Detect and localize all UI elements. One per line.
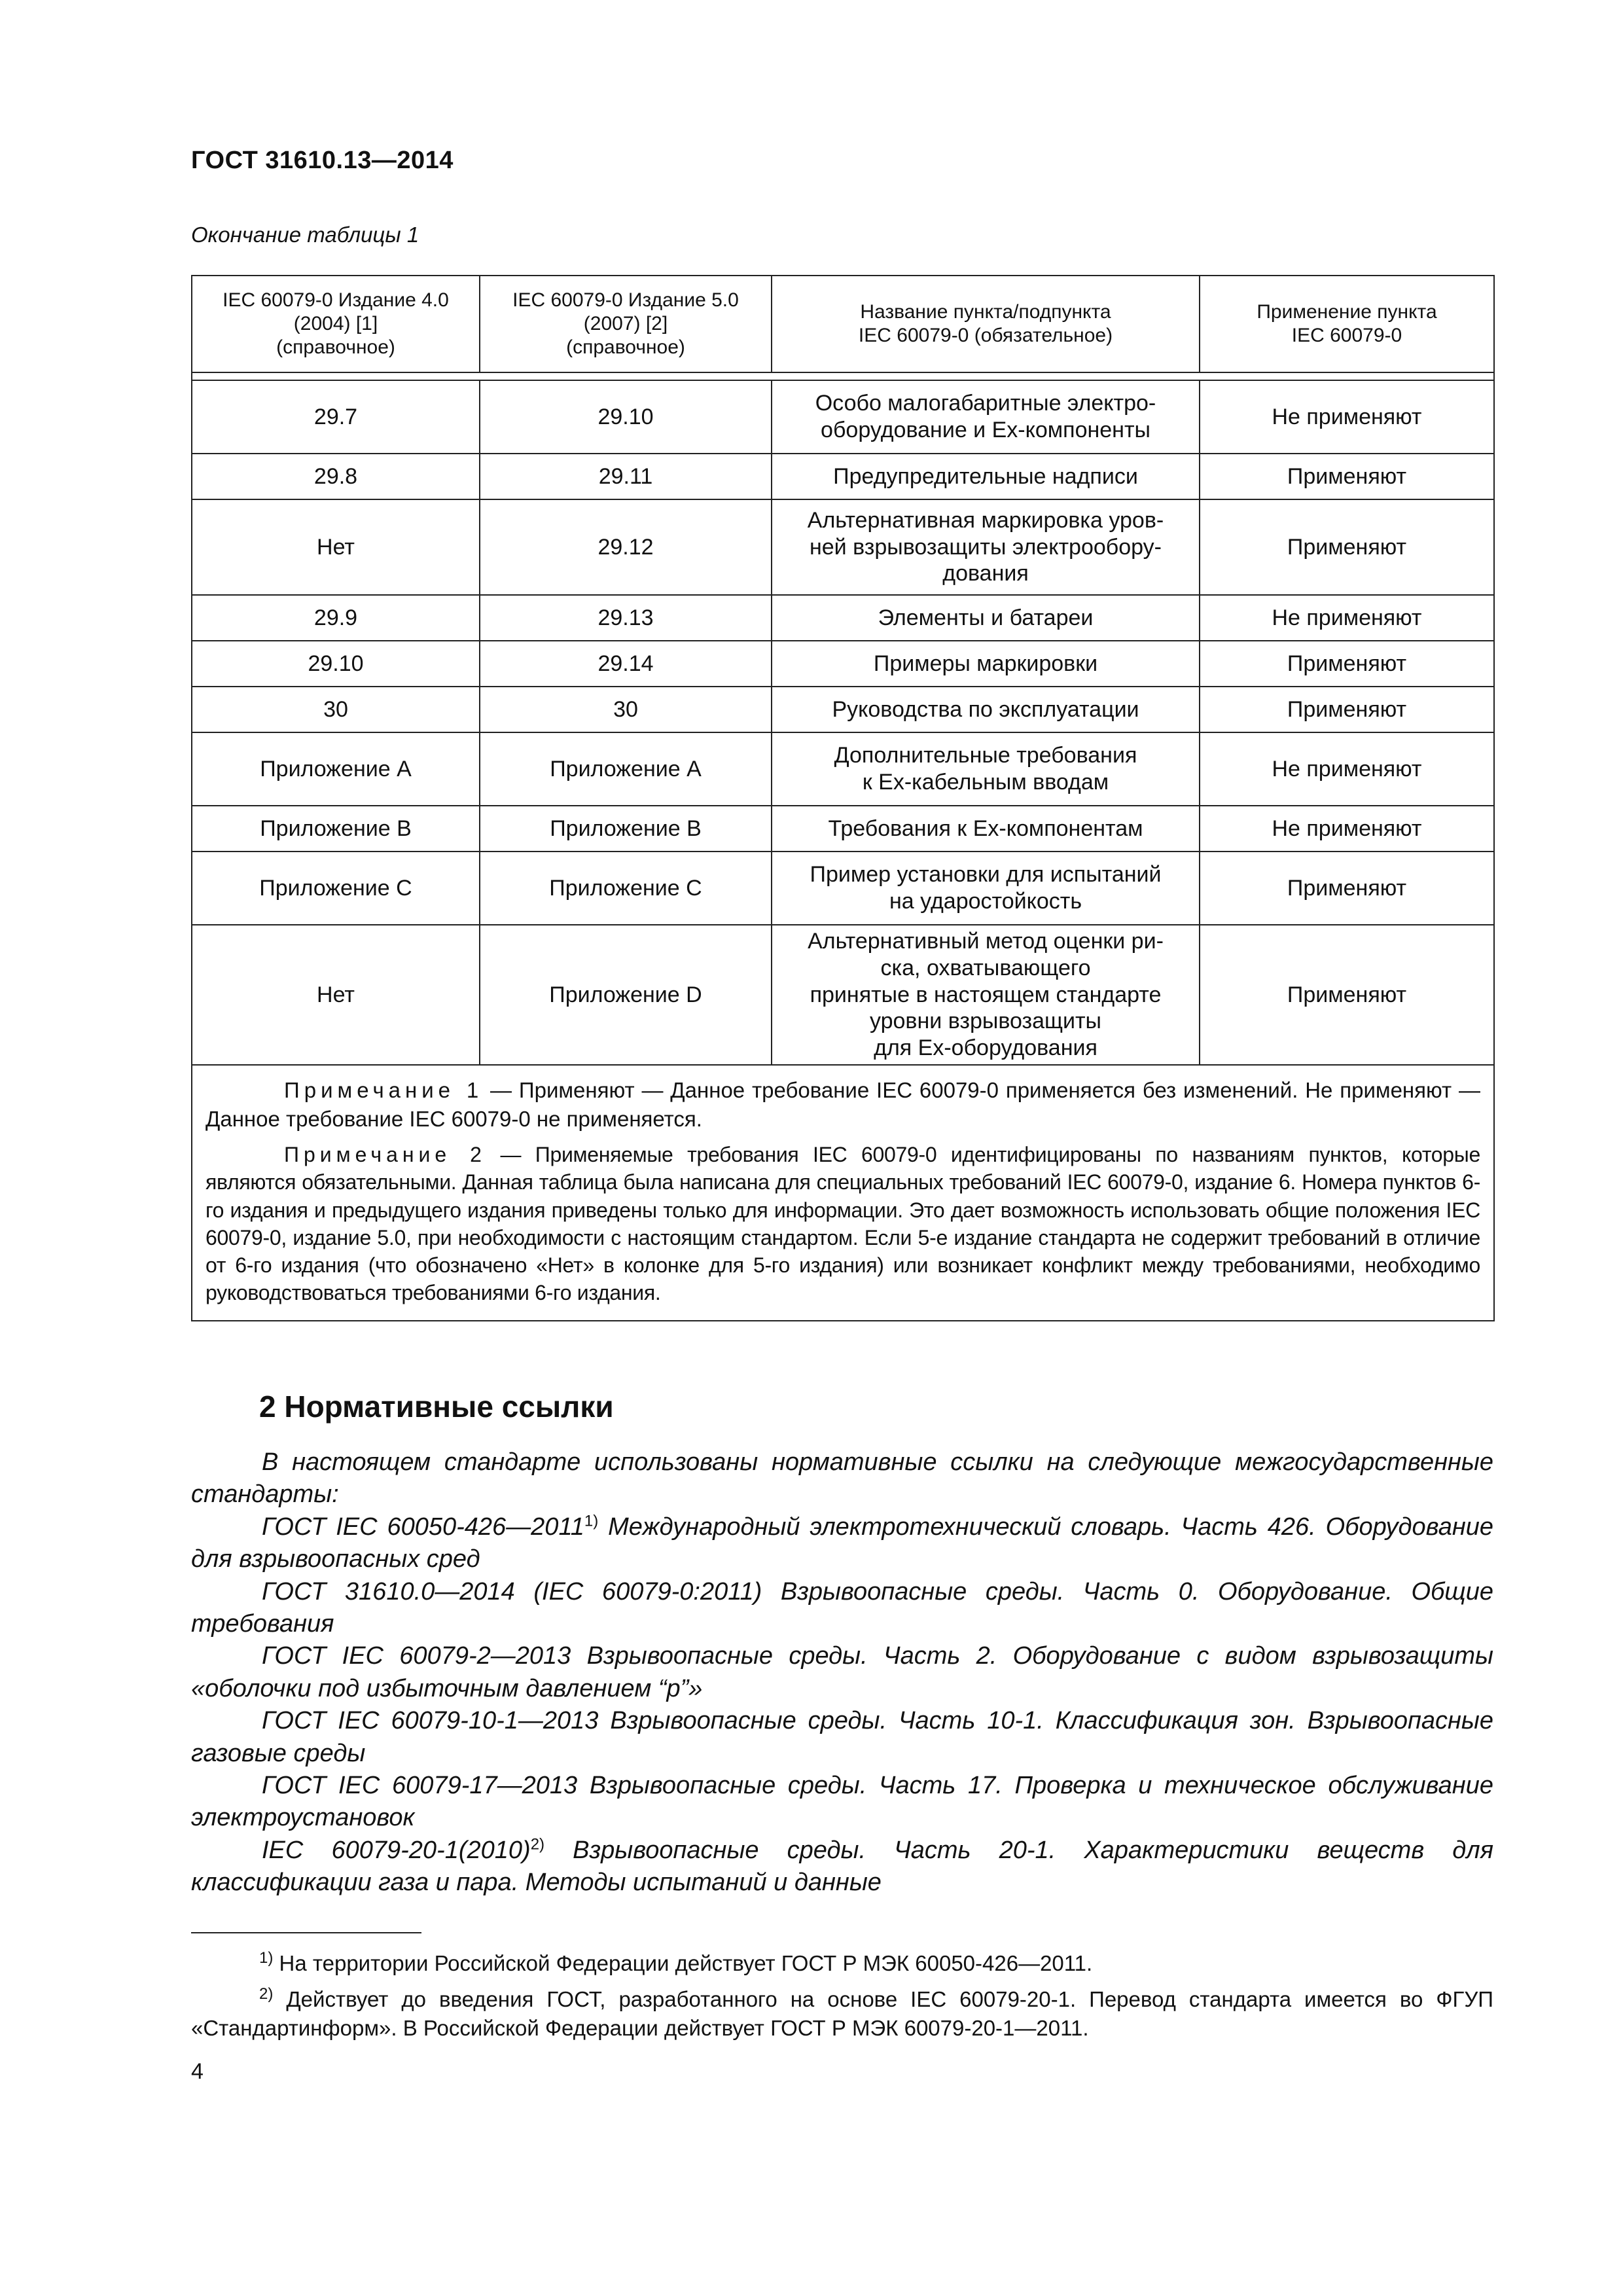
reference-title: Взрывоопасные среды. Часть 0. Оборудование. Общие требования bbox=[191, 1577, 1494, 1638]
cell-clause-name: Дополнительные требования к Ex-кабельным вводам bbox=[772, 732, 1200, 806]
header-divider bbox=[192, 372, 1494, 380]
reference-table bbox=[191, 275, 1495, 1321]
reference-title: Взрывоопасные среды. Часть 17. Проверка и техническое обслуживание электроустановок bbox=[191, 1771, 1493, 1832]
section-heading: 2 Нормативные ссылки bbox=[259, 1390, 614, 1424]
footnote-mark: 1) bbox=[259, 1949, 274, 1967]
cell-clause-name: Руководства по эксплуатации bbox=[772, 687, 1200, 732]
table-body bbox=[192, 380, 1494, 1065]
cell-edition4: Приложение A bbox=[192, 732, 480, 806]
table-caption: Окончание таблицы 1 bbox=[191, 223, 419, 247]
cell-clause-name: Элементы и батареи bbox=[772, 595, 1200, 641]
cell-edition4: 29.9 bbox=[192, 595, 480, 641]
reference-title: Международный электротехнический словарь. Часть 426. Оборудование для взрывоопасных сред bbox=[191, 1513, 1494, 1573]
cell-clause-name: Требования к Ex-компонентам bbox=[772, 806, 1200, 852]
reference-code: ГОСТ 31610.0—2014 (IEC 60079-0:2011) bbox=[262, 1577, 762, 1605]
table-row bbox=[192, 641, 1494, 687]
table-header-row bbox=[192, 276, 1494, 372]
table-notes bbox=[192, 1065, 1494, 1321]
table-row bbox=[192, 595, 1494, 641]
cell-application: Не применяют bbox=[1200, 595, 1494, 641]
cell-edition5: 29.12 bbox=[480, 499, 772, 595]
cell-edition4: Нет bbox=[192, 925, 480, 1065]
cell-edition5: 29.10 bbox=[480, 380, 772, 454]
table-row bbox=[192, 687, 1494, 732]
table-row bbox=[192, 499, 1494, 595]
footnote-marker: 2) bbox=[530, 1835, 545, 1854]
table-note-2: Примечание 2 — Применяемые требования IEC 60079-0 идентифицированы по названиям пунктов, которые являются обязательными. Данная таблица была написана для специальных требований IEC 60079-0, издание 6. Номера пунктов 6-го издания и предыдущего издания приведены только для информации. Это дает возможность использовать общие положения IEC 60079-0, издание 5.0, при необходимости с настоящим стандартом. Если 5-е издание стандарта не содержит требований в отличие от 6-го издания (что обозначено «Нет» в колонке для 5-го издания) или возникает конфликт между требованиями, необходимо руководствоваться требованиями 6-го издания. bbox=[205, 1143, 1481, 1305]
cell-application: Не применяют bbox=[1200, 732, 1494, 806]
cell-application: Применяют bbox=[1200, 641, 1494, 687]
table-note-1: Примечание 1 — Применяют — Данное требование IEC 60079-0 применяется без изменений. Не применяют — Данное требование IEC 60079-0 не применяется. bbox=[205, 1078, 1480, 1131]
reference-item bbox=[191, 1511, 1493, 1576]
cell-application: Не применяют bbox=[1200, 380, 1494, 454]
reference-code: ГОСТ IEC 60050-426—2011 bbox=[262, 1513, 584, 1541]
table-row bbox=[192, 925, 1494, 1065]
cell-application: Не применяют bbox=[1200, 806, 1494, 852]
reference-item bbox=[191, 1640, 1493, 1705]
cell-clause-name: Предупредительные надписи bbox=[772, 454, 1200, 499]
cell-edition4: Приложение C bbox=[192, 852, 480, 925]
header-cell-edition4: IEC 60079-0 Издание 4.0 (2004) [1] (справочное) bbox=[192, 276, 480, 372]
reference-code: ГОСТ IEC 60079-17—2013 bbox=[262, 1771, 578, 1799]
cell-clause-name: Пример установки для испытаний на ударостойкость bbox=[772, 852, 1200, 925]
footnote-separator bbox=[191, 1932, 421, 1933]
cell-clause-name: Альтернативный метод оценки ри- ска, охватывающего принятые в настоящем стандарте уровни взрывозащиты для Ex-оборудования bbox=[772, 925, 1200, 1065]
table-row bbox=[192, 852, 1494, 925]
reference-item bbox=[191, 1576, 1493, 1641]
footnote-text: Действует до введения ГОСТ, разработанного на основе IEC 60079-20-1. Перевод стандарта имеется во ФГУП «Стандартинформ». В Российской Федерации действует ГОСТ Р МЭК 60079-20-1—2011. bbox=[191, 1986, 1493, 2041]
reference-code: IEC 60079-20-1(2010) bbox=[262, 1836, 531, 1864]
cell-application: Применяют bbox=[1200, 454, 1494, 499]
references-intro: В настоящем стандарте использованы нормативные ссылки на следующие межгосударственные стандарты: bbox=[191, 1448, 1493, 1509]
cell-edition5: Приложение B bbox=[480, 806, 772, 852]
cell-application: Применяют bbox=[1200, 852, 1494, 925]
cell-application: Применяют bbox=[1200, 687, 1494, 732]
header-cell-edition5: IEC 60079-0 Издание 5.0 (2007) [2] (справочное) bbox=[480, 276, 772, 372]
footnote-marker: 1) bbox=[584, 1512, 599, 1530]
cell-edition4: 29.8 bbox=[192, 454, 480, 499]
page-number: 4 bbox=[191, 2059, 204, 2084]
normative-references bbox=[191, 1446, 1493, 1899]
document-number-header: ГОСТ 31610.13—2014 bbox=[191, 147, 454, 174]
cell-clause-name: Примеры маркировки bbox=[772, 641, 1200, 687]
cell-edition5: 29.11 bbox=[480, 454, 772, 499]
cell-clause-name: Особо малогабаритные электро- оборудование и Ex-компоненты bbox=[772, 380, 1200, 454]
reference-code: ГОСТ IEC 60079-10-1—2013 bbox=[262, 1707, 599, 1735]
table-notes-row bbox=[192, 1065, 1494, 1321]
cell-edition5: Приложение A bbox=[480, 732, 772, 806]
reference-title: Взрывоопасные среды. Часть 20-1. Характеристики веществ для классификации газа и пара. Методы испытаний и данные bbox=[191, 1836, 1493, 1897]
cell-application: Применяют bbox=[1200, 925, 1494, 1065]
reference-item bbox=[191, 1705, 1493, 1770]
table-row bbox=[192, 380, 1494, 454]
table-row bbox=[192, 454, 1494, 499]
reference-item bbox=[191, 1770, 1493, 1835]
cell-edition4: 29.7 bbox=[192, 380, 480, 454]
cell-edition4: 29.10 bbox=[192, 641, 480, 687]
reference-code: ГОСТ IEC 60079-2—2013 bbox=[262, 1642, 571, 1670]
footnote-mark: 2) bbox=[259, 1984, 274, 2003]
cell-edition5: 29.13 bbox=[480, 595, 772, 641]
cell-edition4: 30 bbox=[192, 687, 480, 732]
footnotes bbox=[191, 1949, 1493, 2050]
reference-title: Взрывоопасные среды. Часть 2. Оборудование с видом взрывозащиты «оболочки под избыточным давлением “p”» bbox=[191, 1642, 1493, 1702]
table-row bbox=[192, 732, 1494, 806]
header-cell-application: Применение пункта IEC 60079-0 bbox=[1200, 276, 1494, 372]
cell-application: Применяют bbox=[1200, 499, 1494, 595]
reference-title: Взрывоопасные среды. Часть 10-1. Классификация зон. Взрывоопасные газовые среды bbox=[191, 1707, 1494, 1767]
cell-edition5: Приложение C bbox=[480, 852, 772, 925]
cell-edition5: 30 bbox=[480, 687, 772, 732]
cell-edition4: Нет bbox=[192, 499, 480, 595]
cell-edition5: Приложение D bbox=[480, 925, 772, 1065]
footnote-text: На территории Российской Федерации действует ГОСТ Р МЭК 60050-426—2011. bbox=[273, 1951, 1093, 1975]
footnote bbox=[191, 1949, 1493, 1979]
reference-item bbox=[191, 1835, 1493, 1899]
table-row bbox=[192, 806, 1494, 852]
cell-edition4: Приложение B bbox=[192, 806, 480, 852]
references-list bbox=[191, 1511, 1493, 1899]
header-cell-clause-name: Название пункта/подпункта IEC 60079-0 (обязательное) bbox=[772, 276, 1200, 372]
cell-clause-name: Альтернативная маркировка уров- ней взрывозащиты электрообору- дования bbox=[772, 499, 1200, 595]
cell-edition5: 29.14 bbox=[480, 641, 772, 687]
footnote bbox=[191, 1985, 1493, 2043]
